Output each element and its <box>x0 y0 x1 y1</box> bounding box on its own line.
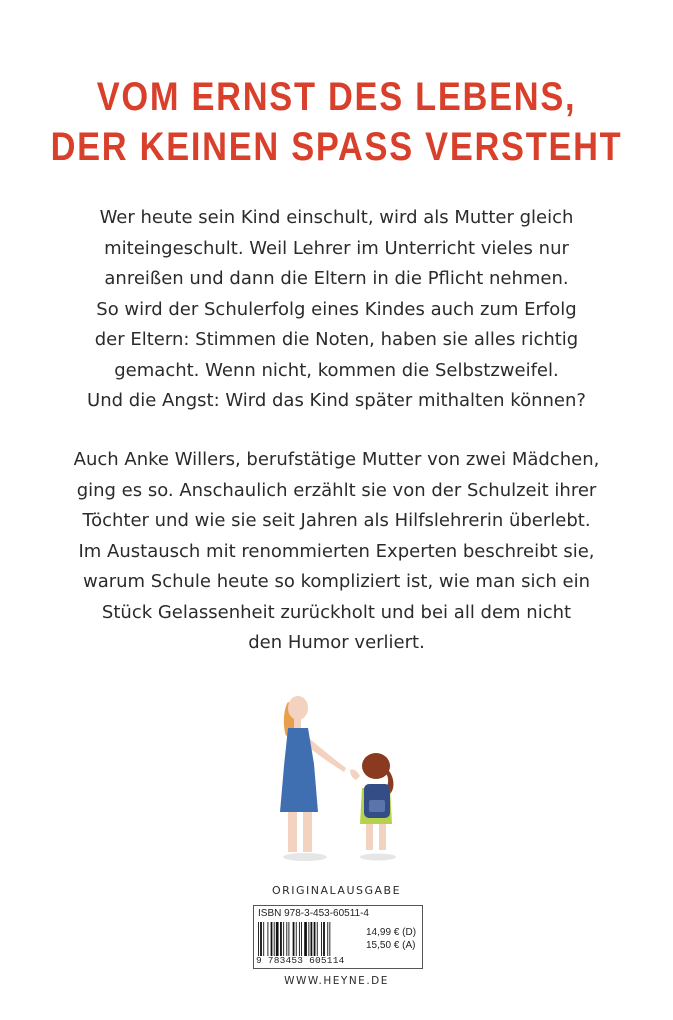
child-hair <box>362 753 390 779</box>
mother-dress <box>280 728 318 812</box>
child-shadow <box>360 854 396 861</box>
text-line: Töchter und wie sie seit Jahren als Hilfslehrerin überlebt. <box>82 510 591 531</box>
headline-line-2: DER KEINEN SPASS VERSTEHT <box>50 125 623 169</box>
text-line: warum Schule heute so kompliziert ist, wie man sich ein <box>82 571 591 592</box>
barcode-bar <box>327 922 328 956</box>
mother-neck <box>294 718 301 728</box>
text-line: Stück Gelassenheit zurückholt und bei all dem nicht <box>101 601 572 623</box>
barcode-bar <box>304 922 307 956</box>
barcode-bar <box>286 922 287 956</box>
blurb-paragraph-2 <box>0 445 673 659</box>
barcode-bar <box>276 922 279 956</box>
headline-line-1: VOM ERNST DES LEBENS, <box>96 75 577 119</box>
barcode-bar <box>288 922 289 956</box>
child-figure <box>350 753 393 850</box>
blurb-paragraph-1 <box>0 203 673 417</box>
mother-leg <box>288 812 297 852</box>
text-line: den Humor verliert. <box>248 632 425 653</box>
edition-label: ORIGINALAUSGABE <box>271 884 402 897</box>
mother-figure <box>280 696 346 852</box>
text-line: Wer heute sein Kind einschult, wird als Mutter gleich <box>99 207 574 228</box>
text-line: der Eltern: Stimmen die Noten, haben sie alles richtig <box>94 329 579 350</box>
text-line: Im Austausch mit renommierten Experten beschreibt sie, <box>78 540 595 562</box>
text-line: ging es so. Anschaulich erzählt sie von der Schulzeit ihrer <box>76 479 597 501</box>
child-leg <box>379 824 386 850</box>
text-line: miteingeschult. Weil Lehrer im Unterricht vieles nur <box>104 237 569 259</box>
child-arm <box>350 769 360 780</box>
backpack-pocket <box>369 800 385 812</box>
barcode-bar <box>323 922 325 956</box>
barcode-bar <box>301 922 302 956</box>
barcode-bar <box>283 922 284 956</box>
barcode-bar <box>317 922 318 956</box>
barcode-bar <box>274 922 275 956</box>
barcode-bar <box>280 922 282 956</box>
barcode-bars <box>258 922 358 956</box>
barcode-bar <box>293 922 295 956</box>
text-line: gemacht. Wenn nicht, kommen die Selbstzweifel. <box>114 359 559 381</box>
text-line: Auch Anke Willers, berufstätige Mutter von zwei Mädchen, <box>73 449 600 470</box>
barcode-bar <box>308 922 309 956</box>
text-line: anreißen und dann die Eltern in die Pflicht nehmen. <box>104 268 569 289</box>
mother-shadow <box>283 853 327 861</box>
price-austria: 15,50 € (A) <box>366 940 416 951</box>
barcode-bar <box>296 922 297 956</box>
price-block <box>366 926 416 952</box>
barcode-box <box>253 905 423 969</box>
barcode-bar <box>299 922 300 956</box>
barcode-bar <box>321 922 322 956</box>
barcode-bar <box>258 922 259 956</box>
headline <box>47 72 626 172</box>
mother-leg <box>303 812 312 852</box>
barcode-bar <box>311 922 313 956</box>
isbn-text: ISBN 978-3-453-60511-4 <box>258 908 369 919</box>
price-germany: 14,99 € (D) <box>366 927 417 938</box>
mother-head <box>288 696 308 720</box>
mother-child-illustration <box>250 684 430 864</box>
barcode-bar <box>329 922 330 956</box>
publisher-website: WWW.HEYNE.DE <box>284 975 389 987</box>
child-leg <box>366 824 373 850</box>
barcode-digits: 9 783453 605114 <box>256 955 345 966</box>
text-line: Und die Angst: Wird das Kind später mithalten können? <box>87 390 586 411</box>
barcode-bar <box>263 922 264 956</box>
barcode-bar <box>314 922 316 956</box>
text-line: So wird der Schulerfolg eines Kindes auch zum Erfolg <box>96 298 577 320</box>
barcode-bar <box>271 922 273 956</box>
barcode-bar <box>260 922 262 956</box>
barcode-bar <box>267 922 268 956</box>
